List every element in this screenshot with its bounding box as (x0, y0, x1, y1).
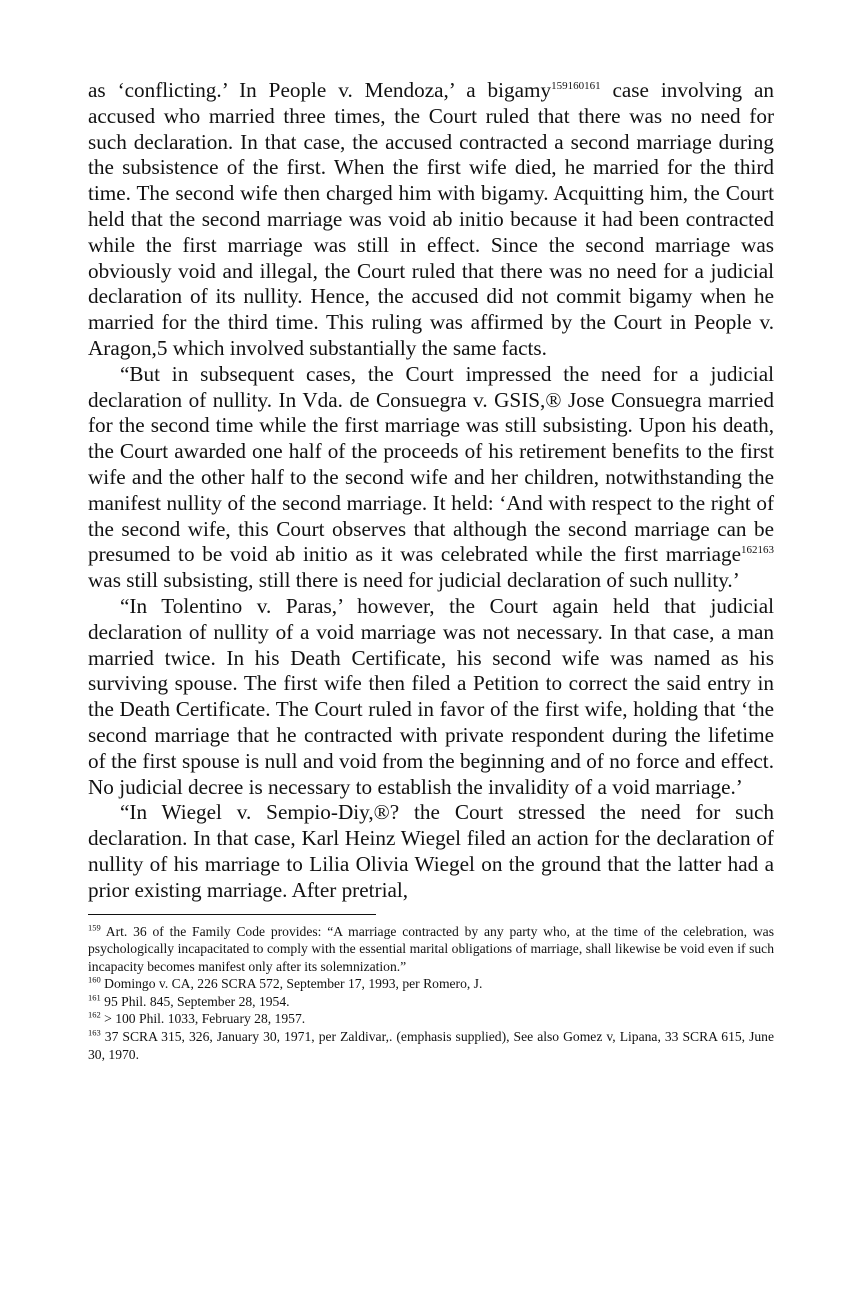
footnote-number: 160 (88, 974, 101, 985)
paragraph-text: “In Tolentino v. Paras,’ however, the Court again held that judicial declaration of nullity of a void marriage was not necessary. In that case, a man married twice. In his Death Certificate, his second wife was named as his surviving spouse. The first wife then filed a Petition to correct the said entry in the Death Certificate. The Court ruled in favor of the first wife, holding that ‘the second marriage that he contracted with private respondent during the lifetime of the first spouse is null and void from the beginning and of no force and effect. No judicial decree is necessary to establish the invalidity of a void marriage.’ (88, 593, 774, 799)
paragraph-wiegel (88, 800, 774, 903)
footnote-number: 161 (88, 992, 101, 1003)
paragraph-text: was still subsisting, still there is need for judicial declaration of such nullity.’ (88, 568, 740, 593)
paragraph-mendoza (88, 78, 774, 362)
footnote-162 (88, 1010, 774, 1028)
footnote-text: 37 SCRA 315, 326, January 30, 1971, per Zaldivar,. (emphasis supplied), See also Gomez v, Lipana, 33 SCRA 615, June 30, 1970. (88, 1029, 774, 1062)
footnote-divider (88, 914, 376, 915)
footnote-text: > 100 Phil. 1033, February 28, 1957. (100, 1011, 306, 1027)
footnote-163 (88, 1028, 774, 1063)
paragraph-text: “In Wiegel v. Sempio-Diy,®? the Court stressed the need for such declaration. In that case, Karl Heinz Wiegel filed an action for the declaration of nullity of his marriage to Lilia Olivia Wiegel on the ground that the latter had a prior existing marriage. After pretrial, (88, 800, 774, 902)
footnote-reference: 162163 (741, 544, 774, 557)
footnote-number: 163 (88, 1027, 101, 1038)
footnote-159 (88, 923, 774, 976)
footnote-text: Domingo v. CA, 226 SCRA 572, September 17, 1993, per Romero, J. (100, 976, 483, 992)
footnote-text: Art. 36 of the Family Code provides: “A marriage contracted by any party who, at the time of the celebration, was psychologically incapacitated to comply with the essential marital obligations of marriage, shall likewise be void even if such incapacity becomes manifest only after its solemnization.” (88, 923, 774, 974)
footnote-number: 159 (88, 921, 101, 932)
footnote-reference: 159160161 (551, 79, 601, 92)
footnotes-section (88, 923, 774, 1064)
footnote-number: 162 (88, 1009, 101, 1020)
footnote-161 (88, 993, 774, 1011)
document-page (88, 78, 774, 1063)
paragraph-text: as ‘conflicting.’ In People v. Mendoza,’ a bigamy (88, 78, 552, 102)
paragraph-consuegra (88, 362, 774, 594)
paragraph-tolentino (88, 594, 774, 800)
footnote-text: 95 Phil. 845, September 28, 1954. (100, 993, 290, 1009)
paragraph-text: case involving an accused who married three times, the Court ruled that there was no need for such declaration. In that case, the accused contracted a second marriage during the subsistence of the first. When the first wife died, he married for the third time. The second wife then charged him with bigamy. Acquitting him, the Court held that the second marriage was void ab initio because it had been contracted while the first marriage was still in effect. Since the second marriage was obviously void and illegal, the Court ruled that there was no need for a judicial declaration of its nullity. Hence, the accused did not commit bigamy when he married for the third time. This ruling was affirmed by the Court in People v. Aragon,5 which involved substantially the same facts. (88, 78, 774, 360)
footnote-160 (88, 975, 774, 993)
paragraph-text: “But in subsequent cases, the Court impressed the need for a judicial declaration of nullity. In Vda. de Consuegra v. GSIS,® Jose Consuegra married for the second time while the first marriage was still subsisting. Upon his death, the Court awarded one half of the proceeds of his retirement benefits to the first wife and the other half to the second wife and her children, notwithstanding the manifest nullity of the second marriage. It held: ‘And with respect to the right of the second wife, this Court observes that although the second marriage can be presumed to be void ab initio as it was celebrated while the first marriage (88, 361, 774, 567)
